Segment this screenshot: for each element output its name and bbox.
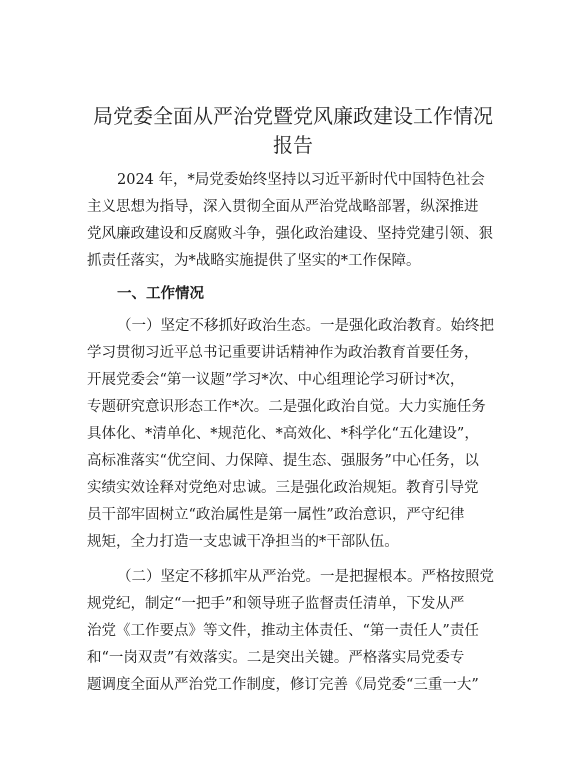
- paragraph-line: 题调度全面从严治党工作制度，修订完善《局党委“三重一大”: [87, 677, 479, 693]
- paragraph-line: 实绩实效诠释对党绝对忠诚。三是强化政治规矩。教育引导党: [87, 480, 479, 496]
- paragraph-line: 高标准落实“优空间、力保障、提生态、强服务”中心任务，以: [87, 453, 479, 469]
- paragraph-line: （一）坚定不移抓好政治生态。一是强化政治教育。始终把: [117, 318, 494, 334]
- paragraph-line: 规党纪，制定“一把手”和领导班子监督责任清单，下发从严: [87, 596, 465, 612]
- paragraph-line: 2024 年，*局党委始终坚持以习近平新时代中国特色社会: [117, 172, 485, 188]
- document-title-line-2: 报告: [273, 133, 313, 157]
- paragraph-line: （二）坚定不移抓牢从严治党。一是把握根本。严格按照党: [117, 569, 494, 585]
- document-title-line-1: 局党委全面从严治党暨党风廉政建设工作情况: [93, 104, 493, 128]
- section-heading: 一、工作情况: [117, 286, 204, 302]
- paragraph-line: 专题研究意识形态工作*次。二是强化政治自觉。大力实施任务: [87, 399, 486, 415]
- paragraph-line: 学习贯彻习近平总书记重要讲话精神作为政治教育首要任务，: [87, 345, 479, 361]
- paragraph-line: 治党《工作要点》等文件，推动主体责任、“第一责任人”责任: [87, 623, 479, 639]
- paragraph-line: 抓责任落实，为*战略实施提供了坚实的*工作保障。: [87, 253, 421, 269]
- paragraph-line: 规矩，全力打造一支忠诚干净担当的*干部队伍。: [87, 534, 399, 550]
- paragraph-line: 开展党委会“第一议题”学习*次、中心组理论学习研讨*次，: [87, 372, 465, 388]
- paragraph-line: 员干部牢固树立“政治属性是第一属性”政治意识，严守纪律: [87, 507, 465, 523]
- paragraph-line: 党风廉政建设和反腐败斗争，强化政治建设、坚持党建引领、狠: [87, 226, 493, 242]
- paragraph-line: 主义思想为指导，深入贯彻全面从严治党战略部署，纵深推进: [87, 199, 479, 215]
- paragraph-line: 具体化、*清单化、*规范化、*高效化、*科学化“五化建设”，: [87, 426, 479, 442]
- paragraph-line: 和“一岗双责”有效落实。二是突出关键。严格落实局党委专: [87, 650, 465, 666]
